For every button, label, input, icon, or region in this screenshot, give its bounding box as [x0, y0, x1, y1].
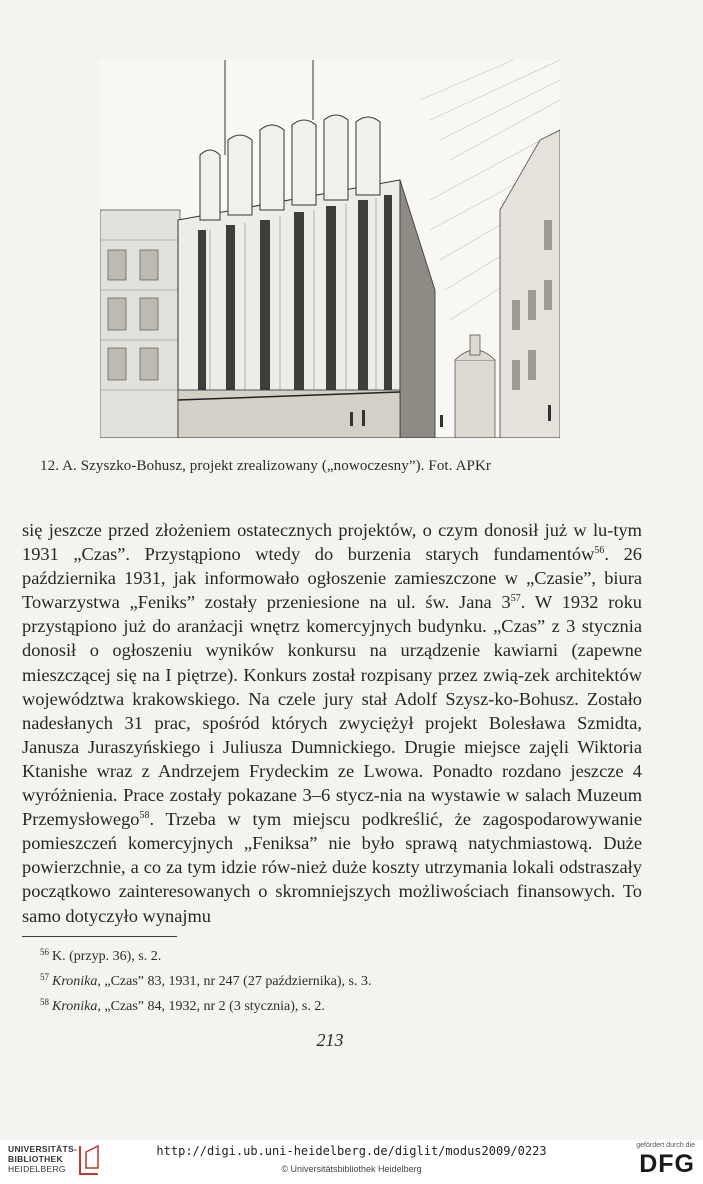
copyright-notice: © Universitätsbibliothek Heidelberg	[281, 1164, 422, 1174]
footnote-number: 57	[40, 972, 49, 982]
footnotes-list	[40, 942, 640, 1017]
footnote-text: , „Czas” 84, 1932, nr 2 (3 stycznia), s. 2.	[97, 999, 325, 1014]
building-sketch-image	[100, 60, 560, 438]
main-body-text	[22, 518, 642, 928]
footnote-ref-57[interactable]: 57	[510, 593, 521, 605]
library-name-line3: HEIDELBERG	[8, 1164, 66, 1174]
footnote-text: , „Czas” 83, 1931, nr 247 (27 października), s. 3.	[97, 974, 372, 989]
digitization-footer	[0, 1140, 703, 1184]
dfg-logo: DFG	[639, 1150, 695, 1178]
footnote-italic: Kronika	[52, 999, 98, 1014]
footnote-ref-58[interactable]: 58	[139, 810, 150, 822]
text-run: się jeszcze przed złożeniem ostatecznych projektów, o czym donosił już w lu-tym 1931 „Czas”. Przystąpiono wtedy do burzenia starych fundamentów	[22, 520, 642, 565]
footnote-number: 58	[40, 997, 49, 1007]
dfg-logo-block[interactable]	[625, 1142, 695, 1180]
footnote-italic: Kronika	[52, 974, 98, 989]
body-paragraph	[22, 518, 642, 928]
footnote-number: 56	[40, 947, 49, 957]
footnote-ref-56[interactable]: 56	[594, 545, 605, 557]
footnote-56	[40, 942, 640, 967]
footnote-text: K. (przyp. 36), s. 2.	[52, 949, 162, 964]
permalink-url[interactable]: http://digi.ub.uni-heidelberg.de/diglit/modus2009/0223	[156, 1144, 547, 1158]
text-run: . W 1932 roku przystąpiono już do aranżacji wnętrz komercyjnych budynku. „Czas” z 3 stycznia donosił o ogłoszeniu wyników konkursu na urządzenie kawiarni (zapewne mieszczącej się na I piętrze). Konkurs został rozpisany przez zwią-zek architektów województwa krakowskiego. Na czele jury stał Adolf Szysz-ko-Bohusz. Zostało nadesłanych 31 prac, spośród których zwyciężył projekt Bolesława Szmidta, Janusza Juraszyńskiego i Juliusza Dumnickiego. Drugie miejsce zajęli Wiktoria Ktanishe wraz z Andrzejem Frydeckim ze Lwowa. Ponadto rozdano jeszcze 4 wyróżnienia. Prace zostały pokazane 3–6 stycz-nia na wystawie w salach Muzeum Przemysłowego	[22, 592, 643, 830]
figure-caption: 12. A. Szyszko-Bohusz, projekt zrealizowany („nowoczesny”). Fot. APKr	[40, 458, 491, 474]
funded-by-label: gefördert durch die	[636, 1142, 695, 1149]
footnote-57	[40, 967, 640, 992]
footnote-divider	[22, 936, 177, 937]
page-number: 213	[316, 1030, 344, 1050]
library-name-line2: BIBLIOTHEK	[8, 1154, 63, 1164]
footnote-58	[40, 992, 640, 1017]
text-run: . Trzeba w tym miejscu podkreślić, że zagospodarowywanie pomieszczeń komercyjnych „Feniksa” nie było sprawą natychmiastową. Duże powierzchnie, a co za tym idzie rów-nież duże koszty utrzymania lokali odstraszały początkowo zainteresowanych o skromniejszych możliwościach finansowych. To samo dotyczyło wynajmu	[22, 809, 642, 926]
text-run: . 26 października 1931, jak informowało ogłoszenie zamieszczone w „Czasie”, biura Towarzystwa „Feniks” zostały przeniesione na ul. św. Jana 3	[22, 544, 642, 613]
architectural-drawing-figure	[100, 60, 560, 438]
library-name-line1: UNIVERSITÄTS-	[8, 1144, 78, 1154]
